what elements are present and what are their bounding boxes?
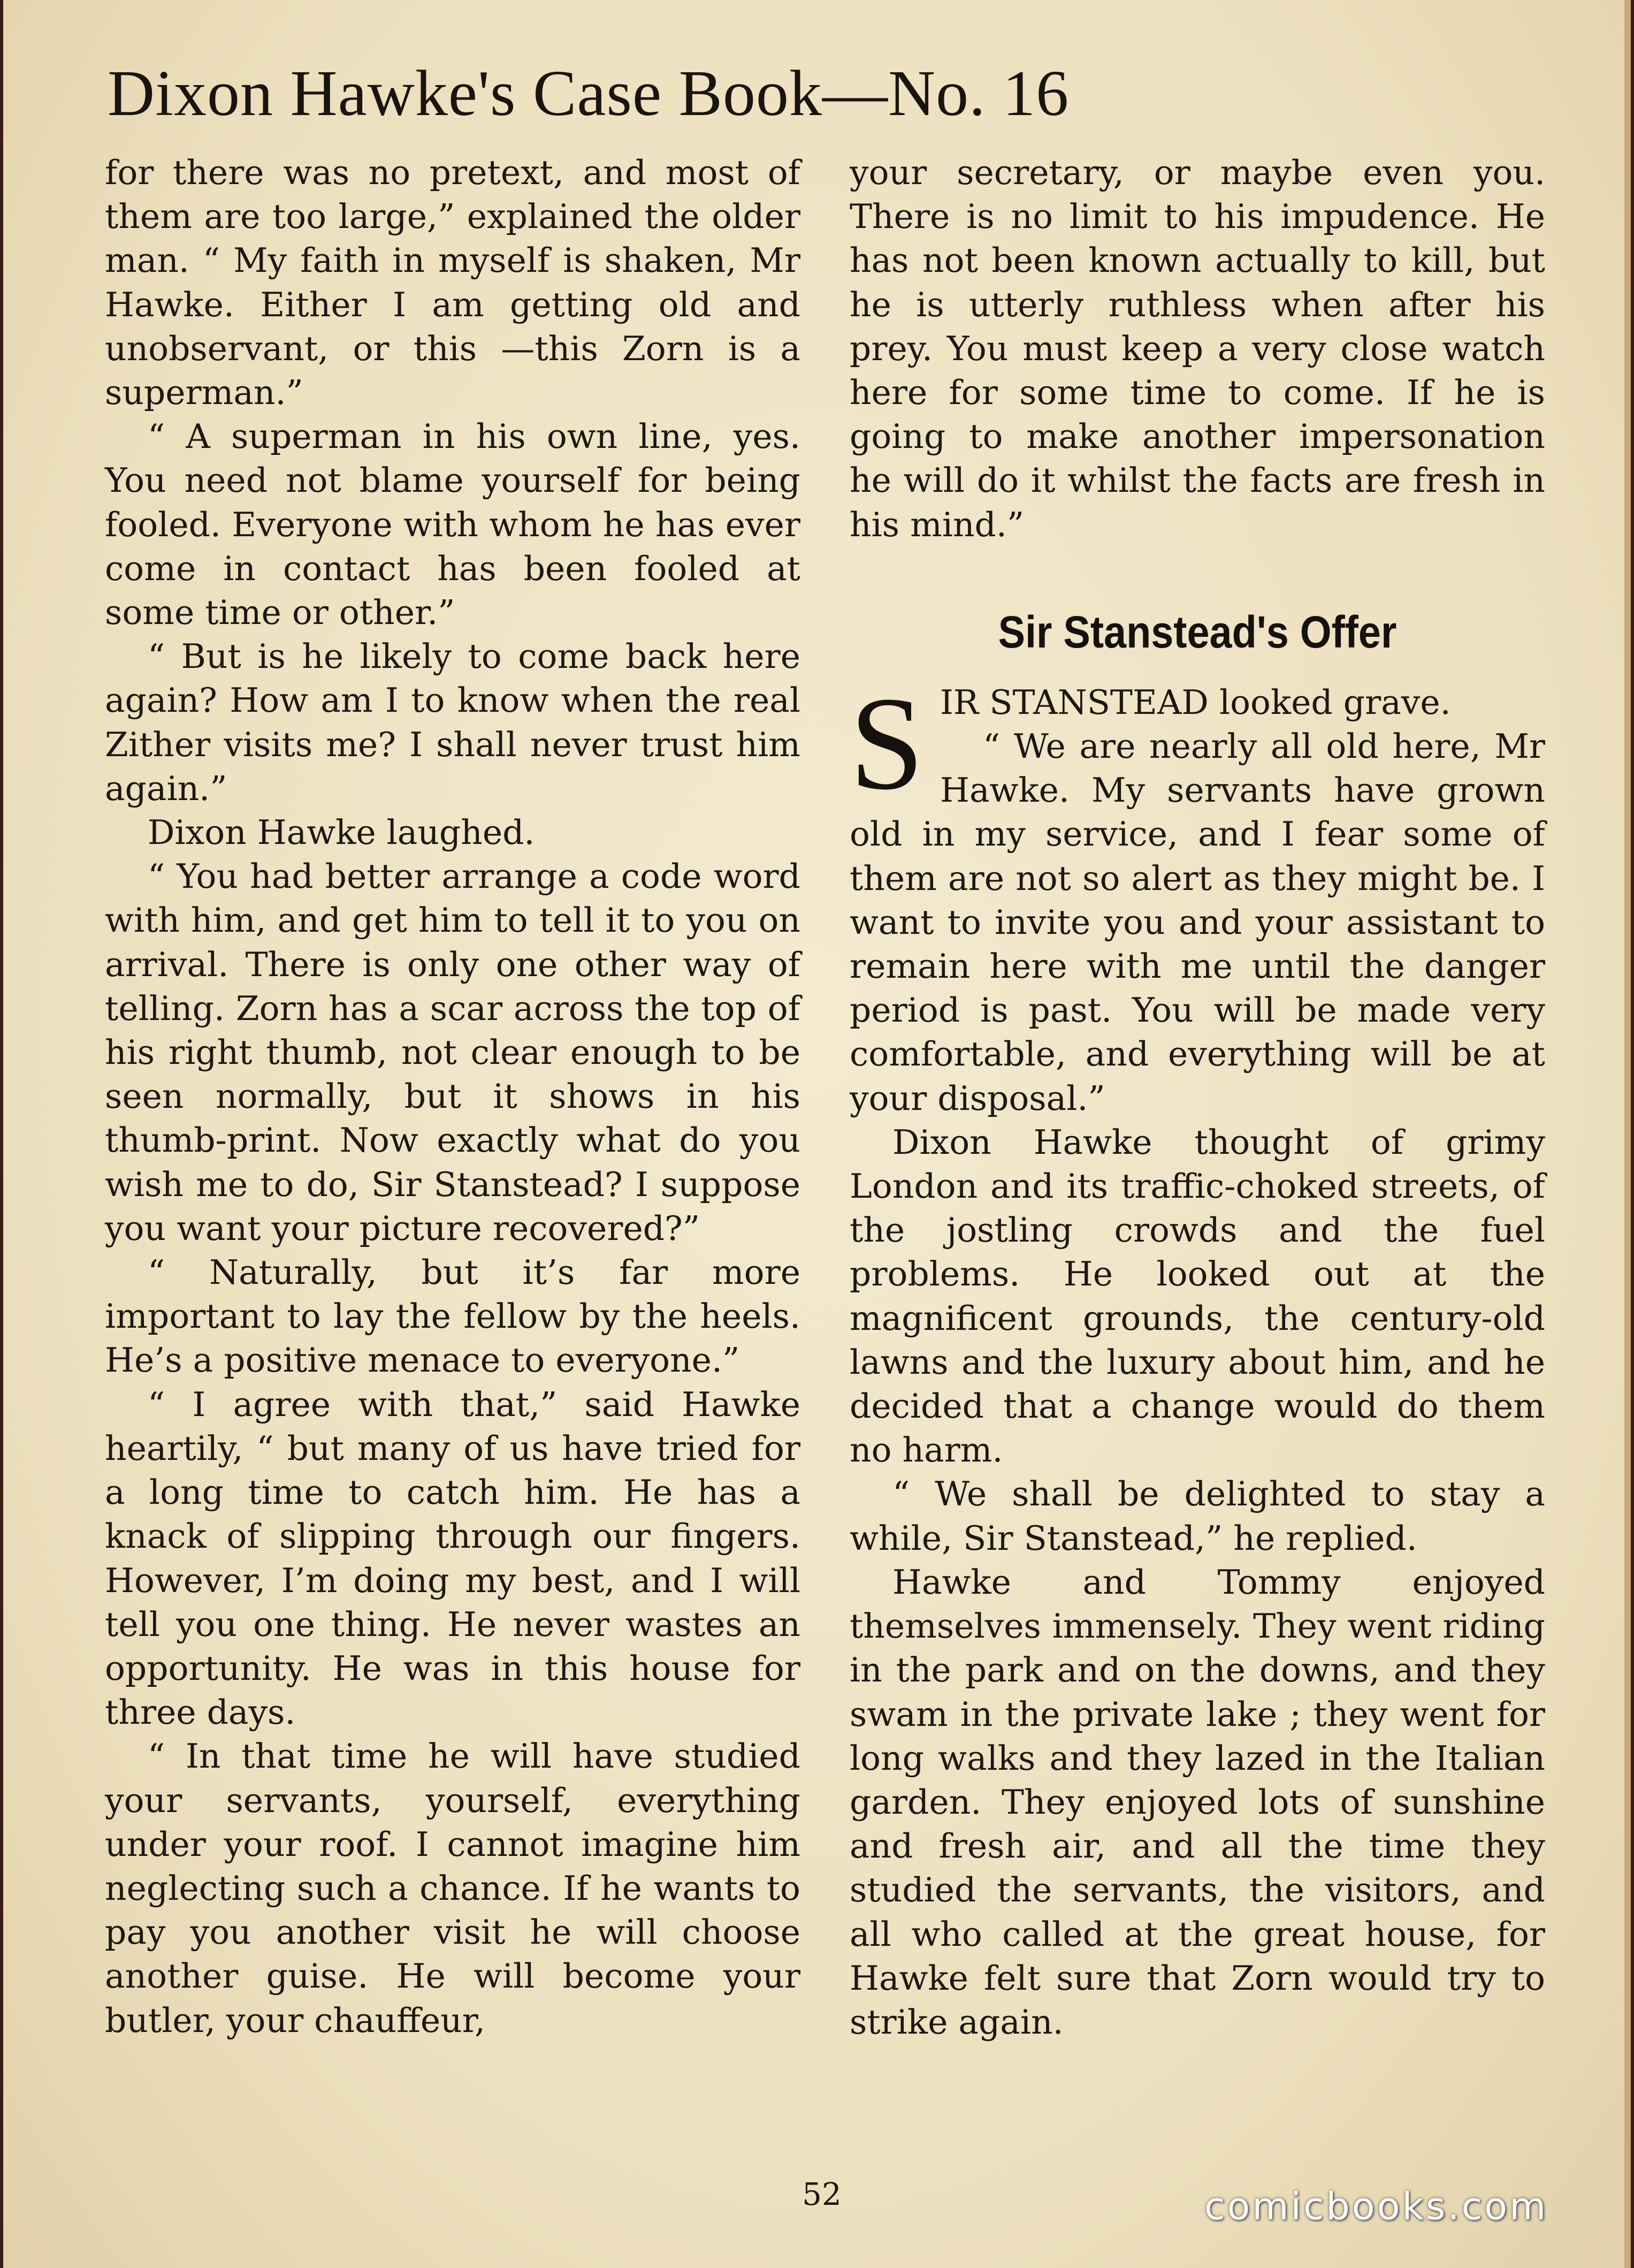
dropcap-following-text: “ We are nearly all old here, Mr Hawke. My servants have grown old in my service, and I fear some of them are not so alert as they might be. I want to invite you and your assistant to remain here with me until the danger period is past. You will be made very comfortable, and everything will be at your disposal.” <box>850 727 1545 1118</box>
dropcap-opening-text: IR STANSTEAD looked grave. <box>940 682 1451 722</box>
left-column <box>105 151 800 2043</box>
paragraph: “ I agree with that,” said Hawke heartily, “ but many of us have tried for a long time to catch him. He has a knack of slipping through our fingers. However, I’m doing my best, and I will tell you one thing. He never wastes an opportunity. He was in this house for three days. <box>105 1384 800 1732</box>
section-heading: Sir Stanstead's Offer <box>998 606 1397 657</box>
drop-cap-letter: S <box>850 669 925 818</box>
paragraph: Dixon Hawke thought of grimy London and its traffic-choked streets, of the jostling crowds and the fuel problems. He looked out at the magnificent grounds, the century-old lawns and the luxury about him, and he decided that a change would do them no harm. <box>850 1122 1545 1470</box>
paragraph: Hawke and Tommy enjoyed themselves immensely. They went riding in the park and on the downs, and they swam in the private lake ; they went for long walks and they lazed in the Italian garden. They enjoyed lots of sunshine and fresh air, and all the time they studied the servants, the visitors, and all who called at the great house, for Hawke felt sure that Zorn would try to strike again. <box>850 1562 1545 2042</box>
paragraph: “ Naturally, but it’s far more important to lay the fellow by the heels. He’s a positive menace to everyone.” <box>105 1253 800 1380</box>
paragraph: “ In that time he will have studied your servants, yourself, everything under your roof. I cannot imagine him neglecting such a chance. If he wants to pay you another visit he will choose another guise. He will become your butler, your chauffeur, <box>105 1737 800 2040</box>
page-number: 52 <box>802 2176 842 2212</box>
book-page <box>3 0 1631 2268</box>
paragraph: Dixon Hawke laughed. <box>148 813 535 853</box>
right-column <box>850 151 1545 2044</box>
paragraph: “ We shall be delighted to stay a while, Sir Stanstead,” he replied. <box>850 1474 1545 1558</box>
paragraph: for there was no pretext, and most of them are too large,” explained the older man. “ My faith in myself is shaken, Mr Hawke. Either I am getting old and unobservant, or this —this Zorn is a superman.” <box>105 153 800 413</box>
site-watermark: comicbooks.com <box>1204 2185 1548 2228</box>
paragraph: “ You had better arrange a code word with him, and get him to tell it to you on arrival. There is only one other way of telling. Zorn has a scar across the top of his right thumb, not clear enough to be seen normally, but it shows in his thumb-print. Now exactly what do you wish me to do, Sir Stanstead? I suppose you want your picture recovered?” <box>105 857 800 1248</box>
paragraph: your secretary, or maybe even you. There is no limit to his impudence. He has not been known actually to kill, but he is utterly ruthless when after his prey. You must keep a very close watch here for some time to come. If he is going to make another impersonation he will do it whilst the facts are fresh in his mind.” <box>850 153 1545 544</box>
paragraph: “ But is he likely to come back here again? How am I to know when the real Zither visits me? I shall never trust him again.” <box>105 637 800 808</box>
dropcap-paragraph <box>850 669 1545 1121</box>
paragraph: “ A superman in his own line, yes. You need not blame yourself for being fooled. Everyone with whom he has ever come in contact has been fooled at some time or other.” <box>105 417 800 633</box>
running-header: Dixon Hawke's Case Book—No. 16 <box>108 57 1070 130</box>
